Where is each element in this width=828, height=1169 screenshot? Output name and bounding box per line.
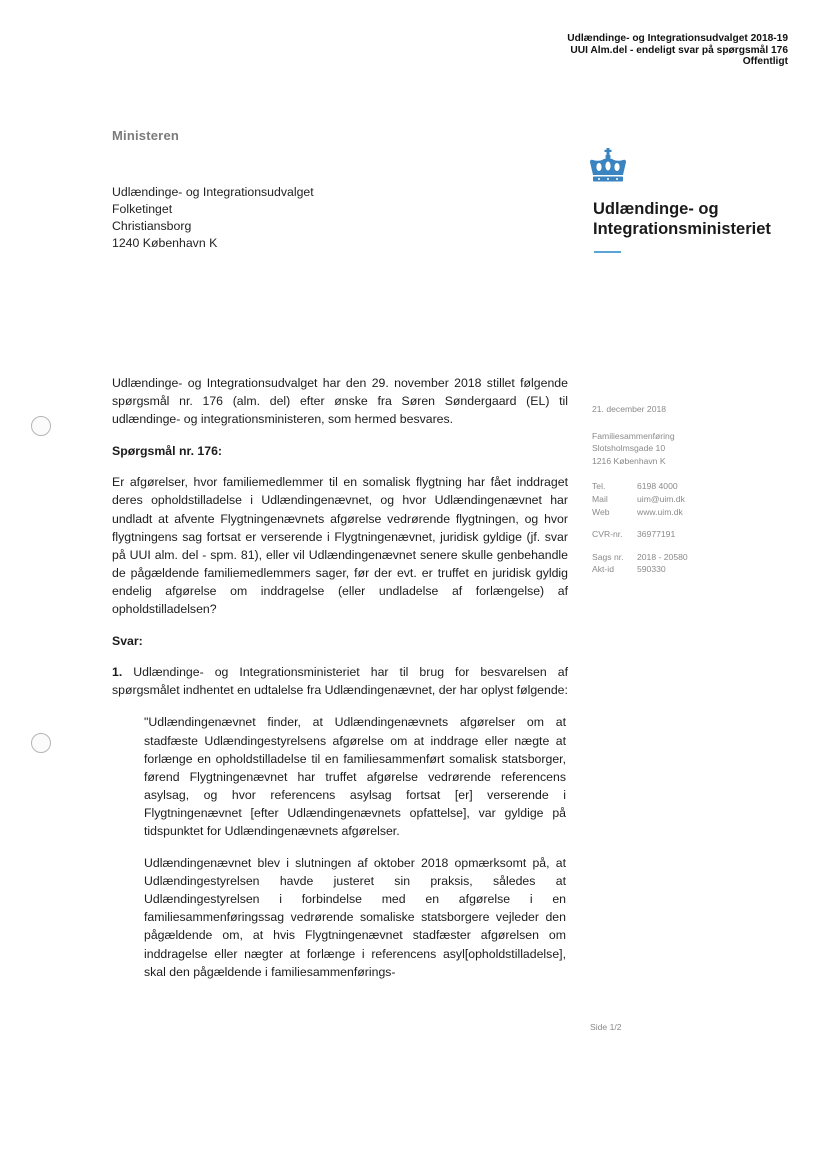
page-number: Side 1/2 <box>590 1022 622 1032</box>
cvr-label: CVR-nr. <box>592 529 623 540</box>
mail-value: uim@uim.dk <box>637 493 685 504</box>
quoted-statement <box>144 713 566 980</box>
public-status-line: Offentligt <box>742 56 788 67</box>
web-row <box>592 506 742 519</box>
web-value: www.uim.dk <box>637 506 683 517</box>
case-number-row <box>592 551 742 564</box>
department-address <box>592 430 742 468</box>
city-address: 1216 København K <box>592 455 666 466</box>
ministry-name <box>593 199 793 239</box>
department-name: Familiesammenføring <box>592 430 675 441</box>
letter-body <box>112 374 568 995</box>
answer-heading: Svar: <box>112 634 143 649</box>
document-id-label: Akt-id <box>592 564 614 575</box>
intro-paragraph: Udlændinge- og Integrationsudvalget har den 29. november 2018 stillet følgende spørgsmål nr. 176 (alm. del) efter ønske fra Søren Søndergaard (EL) til udlændinge- og integrationsministeren, som hermed besvares. <box>112 376 568 427</box>
mail-label: Mail <box>592 493 608 504</box>
punch-hole <box>31 733 51 753</box>
phone-label: Tel. <box>592 481 606 492</box>
recipient-line: Christiansborg <box>112 219 192 233</box>
document-id-row <box>592 563 742 576</box>
crown-icon <box>586 148 630 186</box>
ministry-name-line: Integrationsministeriet <box>593 220 771 238</box>
cvr-row <box>592 528 742 541</box>
recipient-address <box>112 184 314 252</box>
quote-paragraph: "Udlændingenævnet finder, at Udlændingenævnets afgørelser om at stadfæste Udlændingestyrelsens afgørelse om at inddrage eller nægte at forlænge en opholdstilladelse til en familiesammenført somalisk statsborger, førend Flygtningenævnet har truffet afgørelse vedrørende referencens asylsag, og hvor referencens asylsag fortsat [er] verserende i Flygtningenævnet [efter Udlændingenævnets opfattelse], var gyldige på tidspunktet for Udlændingenævnets afgørelser. <box>144 715 566 838</box>
web-label: Web <box>592 506 610 517</box>
recipient-line: Udlændinge- og Integrationsudvalget <box>112 185 314 199</box>
case-number-value: 2018 - 20580 <box>637 551 688 562</box>
committee-line: Udlændinge- og Integrationsudvalget 2018-19 <box>567 33 788 44</box>
logo-accent-line <box>594 251 621 253</box>
recipient-line: 1240 København K <box>112 236 218 250</box>
answer-paragraph <box>112 663 568 699</box>
case-number-label: Sags nr. <box>592 551 624 562</box>
question-heading: Spørgsmål nr. 176: <box>112 444 223 459</box>
cvr-value: 36977191 <box>637 529 676 540</box>
answer-number: 1. <box>112 665 123 680</box>
mail-row <box>592 493 742 506</box>
letter-date: 21. december 2018 <box>592 404 667 414</box>
ministry-name-line: Udlændinge- og <box>593 200 719 218</box>
phone-value: 6198 4000 <box>637 481 678 492</box>
question-paragraph: Er afgørelser, hvor familiemedlemmer til en somalisk flygtning har fået inddraget deres opholdstilladelse i Udlændingenævnet, og hvor Udlændingenævnet har undladt at afvente Flygtningenævnets afgørelse vedrørende flygtningen, og hvor flygtningens sag fortsat er verserende i Flygtningenævnet, juridisk gyldige (jf. svar på UUI alm. del - spm. 81), eller vil Udlændingenævnet senere skulle genbehandle de pågældende familiemedlemmers sager, før der evt. er truffet en juridisk gyldig endelig afgørelse om inddragelse (eller undladelse af forlængelse) af opholdstilladelsen? <box>112 475 568 617</box>
punch-hole <box>31 416 51 436</box>
answer-reference-line: UUI Alm.del - endeligt svar på spørgsmål 176 <box>570 44 788 56</box>
sender-title: Ministeren <box>112 128 180 143</box>
answer-intro-text: Udlændinge- og Integrationsministeriet har til brug for besvarelsen af spørgsmålet indhentet en udtalelse fra Udlændingenævnet, der har oplyst følgende: <box>112 665 569 698</box>
quote-paragraph: Udlændingenævnet blev i slutningen af oktober 2018 opmærksomt på, at Udlændingestyrelsen havde justeret sin praksis, således at Udlændingestyrelsen i forbindelse med en afgørelse i en familiesammenføringssag vedrørende somaliske statsborgere vejleder den pågældende om, at hvis Flygtningenævnet stadfæster afgørelsen om inddragelse eller nægter at forlænge i referencens asyl[opholdstilladelse], skal den pågældende i familiesammenførings- <box>144 856 566 979</box>
sender-info-sidebar <box>592 403 742 576</box>
recipient-line: Folketinget <box>112 202 173 216</box>
street-address: Slotsholmsgade 10 <box>592 443 666 454</box>
document-reference-header <box>488 33 788 68</box>
document-id-value: 590330 <box>637 564 666 575</box>
phone-row <box>592 480 742 493</box>
